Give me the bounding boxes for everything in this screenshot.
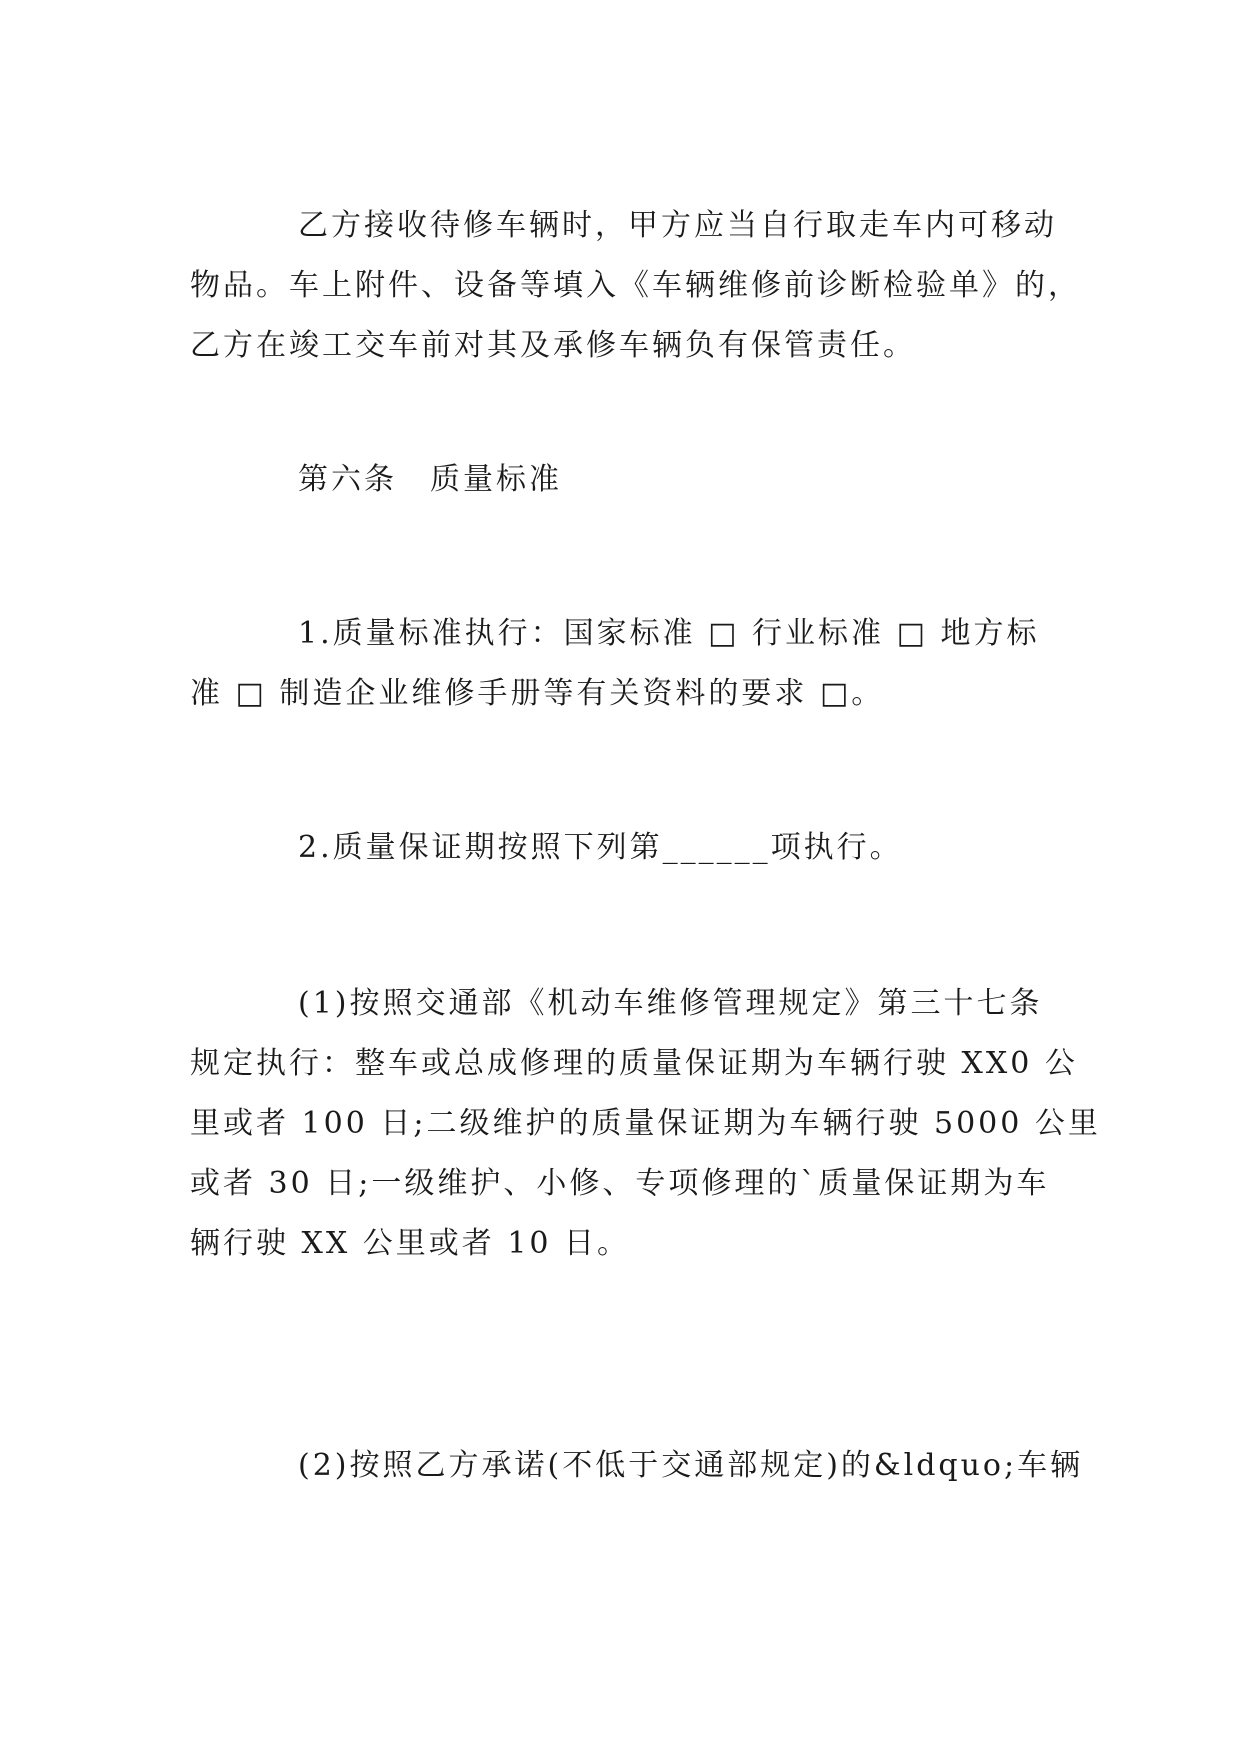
text-line: 物品。车上附件、设备等填入《车辆维修前诊断检验单》的，: [190, 268, 1081, 303]
text-line: 1.质量标准执行：国家标准 □ 行业标准 □ 地方标: [298, 616, 1040, 651]
text-line: 准 □ 制造企业维修手册等有关资料的要求 □。: [190, 676, 885, 711]
text-line: 规定执行：整车或总成修理的质量保证期为车辆行驶 XX0 公: [190, 1046, 1078, 1081]
text-line: 辆行驶 XX 公里或者 10 日。: [190, 1226, 631, 1261]
paragraph-option-one: [190, 974, 1101, 1274]
paragraph-quality-standard: [190, 604, 1050, 724]
text-line: 或者 30 日;一级维护、小修、专项修理的`质量保证期为车: [190, 1166, 1050, 1201]
text-line: 里或者 100 日;二级维护的质量保证期为车辆行驶 5000 公里: [190, 1106, 1101, 1141]
text-line: (2)按照乙方承诺(不低于交通部规定)的&ldquo;车辆: [298, 1448, 1084, 1483]
paragraph-option-two: [190, 1436, 1084, 1496]
paragraph-warranty-period: [190, 818, 1050, 878]
text-line: 第六条 质量标准: [298, 462, 562, 497]
paragraph-vehicle-custody: [190, 196, 1081, 376]
text-line: 乙方接收待修车辆时，甲方应当自行取走车内可移动: [298, 208, 1057, 243]
text-line: (1)按照交通部《机动车维修管理规定》第三十七条: [298, 986, 1043, 1021]
text-line: 乙方在竣工交车前对其及承修车辆负有保管责任。: [190, 328, 916, 363]
text-line: 2.质量保证期按照下列第______项执行。: [298, 830, 903, 865]
section-heading-article-six: [190, 450, 1050, 510]
